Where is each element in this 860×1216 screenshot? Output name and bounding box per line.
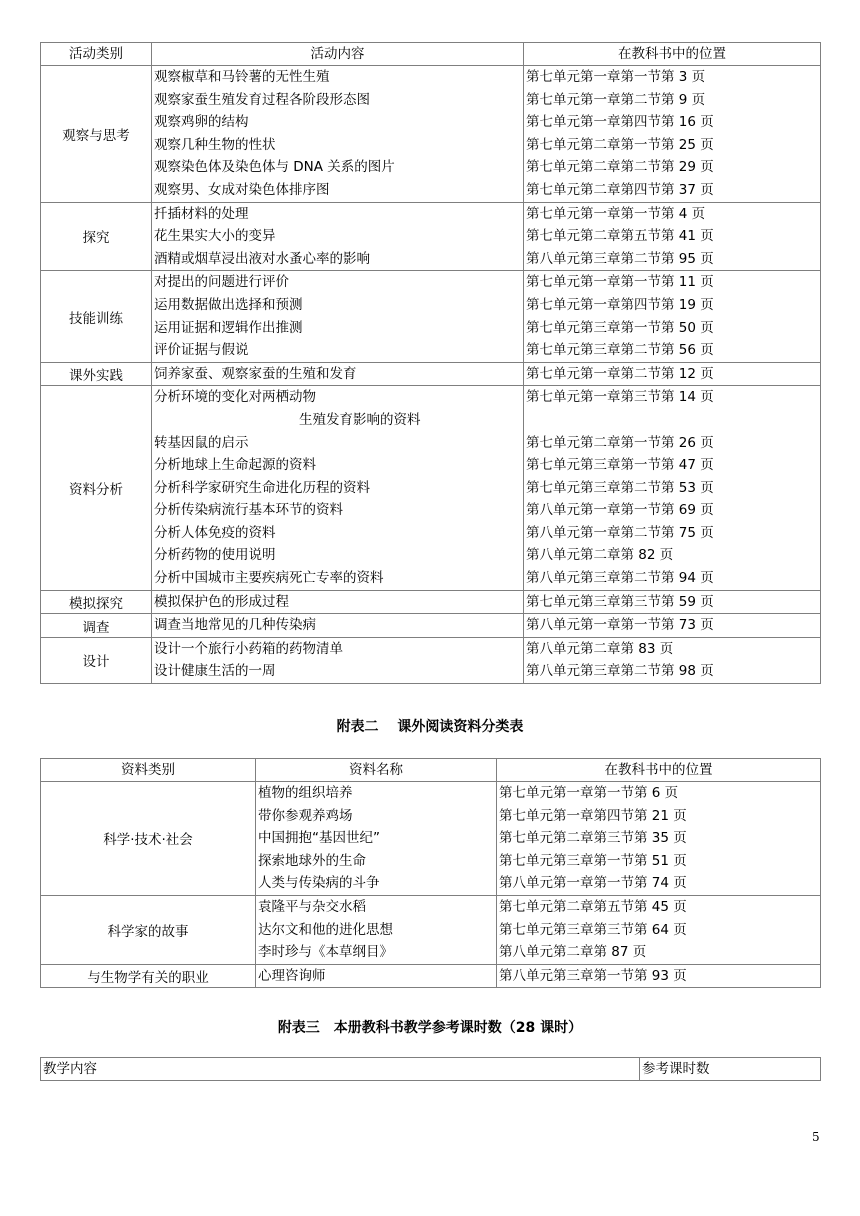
reading-material-table-body [41,782,821,988]
content-cell [152,614,524,638]
location-item: 第八单元第二章第 87 页 [499,944,647,961]
list-item: 花生果实大小的变异 [154,228,276,245]
list-item: 观察几种生物的性状 [154,136,276,153]
table-row [41,362,821,386]
list-item: 模拟保护色的形成过程 [154,593,289,610]
category-cell: 资料分析 [41,386,152,590]
category-cell: 课外实践 [41,362,152,386]
location-item: 第七单元第三章第一节第 51 页 [499,852,687,869]
header-textbook-location: 在教科书中的位置 [497,759,821,782]
location-cell [524,637,821,683]
list-item: 分析环境的变化对两栖动物 [154,389,316,406]
location-item: 第七单元第一章第四节第 19 页 [526,296,714,313]
location-item: 第八单元第三章第一节第 93 页 [499,967,687,984]
category-cell: 设计 [41,637,152,683]
list-item: 设计健康生活的一周 [154,663,276,680]
table-row [41,895,821,964]
location-cell [497,782,821,896]
list-item: 中国拥抱“基因世纪” [258,830,380,847]
table-row [41,782,821,896]
header-activity-category: 活动类别 [41,43,152,66]
category-cell: 科学家的故事 [41,895,256,964]
list-item: 植物的组织培养 [258,785,353,801]
location-item: 第八单元第三章第二节第 98 页 [526,663,714,680]
list-item: 李时珍与《本草纲目》 [258,944,393,961]
location-item: 第七单元第一章第二节第 12 页 [526,365,714,382]
header-teaching-content: 教学内容 [41,1058,640,1081]
location-item: 第七单元第二章第一节第 25 页 [526,136,714,153]
list-item: 观察男、女成对染色体排序图 [154,181,330,198]
location-item: 第八单元第一章第一节第 73 页 [526,617,714,634]
list-item: 心理咨询师 [258,967,326,984]
content-cell [152,386,524,590]
category-cell: 模拟探究 [41,590,152,614]
list-item: 对提出的问题进行评价 [154,274,289,291]
location-cell [524,590,821,614]
table-row [41,202,821,271]
category-cell: 科学·技术·社会 [41,782,256,896]
list-item: 酒精或烟草浸出液对水蚤心率的影响 [154,250,370,267]
list-item: 袁隆平与杂交水稻 [258,898,366,915]
location-cell [524,202,821,271]
list-item: 分析药物的使用说明 [154,547,276,564]
content-cell [256,964,497,988]
location-item: 第七单元第一章第四节第 16 页 [526,114,714,131]
location-item: 第七单元第三章第一节第 50 页 [526,319,714,336]
location-item: 第七单元第二章第四节第 37 页 [526,181,714,198]
location-cell [524,614,821,638]
list-item: 生殖发育影响的资料 [299,411,421,428]
list-item: 分析科学家研究生命进化历程的资料 [154,479,370,496]
reading-material-table [40,758,821,988]
location-item: 第七单元第三章第二节第 53 页 [526,479,714,496]
location-item: 第八单元第一章第二节第 75 页 [526,524,714,541]
list-item: 人类与传染病的斗争 [258,875,380,892]
page-number: 5 [812,1130,820,1144]
location-item [526,409,818,432]
category-cell: 探究 [41,202,152,271]
list-item: 转基因鼠的启示 [154,434,249,451]
location-item: 第七单元第三章第三节第 59 页 [526,593,714,610]
caption-table-3: 附表三 本册教科书教学参考课时数（28 课时） [277,1020,583,1036]
header-reference-hours: 参考课时数 [640,1058,821,1081]
table-row [41,386,821,590]
list-item: 探索地球外的生命 [258,852,366,869]
activity-table [40,42,821,684]
list-item: 设计一个旅行小药箱的药物清单 [154,640,343,657]
table-row [41,66,821,203]
location-item: 第七单元第二章第三节第 35 页 [499,830,687,847]
list-item: 调查当地常见的几种传染病 [154,617,316,634]
table-row [41,964,821,988]
location-cell [524,271,821,362]
location-item: 第八单元第一章第一节第 69 页 [526,502,714,519]
category-cell: 与生物学有关的职业 [41,964,256,988]
table-row [41,637,821,683]
content-cell [256,782,497,896]
category-cell: 调查 [41,614,152,638]
header-material-category: 资料类别 [41,759,256,782]
table-row [41,614,821,638]
location-item: 第八单元第二章第 83 页 [526,640,674,657]
header-activity-content: 活动内容 [152,43,524,66]
location-item: 第七单元第一章第一节第 3 页 [526,69,706,85]
location-cell [524,386,821,590]
list-item: 观察椒草和马铃薯的无性生殖 [154,69,330,85]
caption-table-2: 附表二 课外阅读资料分类表 [336,719,524,735]
location-item: 第七单元第一章第四节第 21 页 [499,807,687,824]
location-item: 第七单元第一章第一节第 11 页 [526,274,714,291]
content-cell [152,590,524,614]
location-item: 第七单元第一章第一节第 6 页 [499,785,679,801]
list-item: 分析地球上生命起源的资料 [154,457,316,474]
content-cell [152,66,524,203]
location-item: 第八单元第二章第 82 页 [526,547,674,564]
location-item: 第七单元第二章第二节第 29 页 [526,159,714,176]
location-cell [524,362,821,386]
list-item: 分析传染病流行基本环节的资料 [154,502,343,519]
location-item: 第八单元第三章第二节第 94 页 [526,570,714,587]
list-item: 扦插材料的处理 [154,205,249,222]
location-item: 第七单元第一章第一节第 4 页 [526,205,706,222]
list-item: 饲养家蚕、观察家蚕的生殖和发育 [154,365,357,382]
list-item: 达尔文和他的进化思想 [258,921,393,938]
location-item: 第七单元第三章第一节第 47 页 [526,457,714,474]
list-item: 带你参观养鸡场 [258,807,353,824]
content-cell [152,202,524,271]
table-row [41,590,821,614]
list-item: 分析人体免疫的资料 [154,524,276,541]
location-cell [524,66,821,203]
location-item: 第七单元第二章第五节第 41 页 [526,228,714,245]
list-item: 分析中国城市主要疾病死亡专率的资料 [154,570,384,587]
location-cell [497,964,821,988]
content-cell [152,362,524,386]
list-item: 观察鸡卵的结构 [154,114,249,131]
location-item: 第八单元第三章第二节第 95 页 [526,250,714,267]
header-material-name: 资料名称 [256,759,497,782]
header-textbook-location: 在教科书中的位置 [524,43,821,66]
location-item: 第七单元第一章第二节第 9 页 [526,91,706,108]
list-item: 评价证据与假说 [154,342,249,359]
category-cell: 观察与思考 [41,66,152,203]
content-cell [256,895,497,964]
category-cell: 技能训练 [41,271,152,362]
content-cell [152,637,524,683]
location-item: 第七单元第三章第三节第 64 页 [499,921,687,938]
lesson-hours-table [40,1057,821,1081]
location-cell [497,895,821,964]
table-row [41,271,821,362]
list-item: 观察染色体及染色体与 DNA 关系的图片 [154,159,395,176]
location-item: 第七单元第三章第二节第 56 页 [526,342,714,359]
content-cell [152,271,524,362]
location-item: 第七单元第二章第五节第 45 页 [499,898,687,915]
list-item: 观察家蚕生殖发育过程各阶段形态图 [154,91,370,108]
list-item: 运用证据和逻辑作出推测 [154,319,303,336]
activity-table-body [41,66,821,684]
location-item: 第八单元第一章第一节第 74 页 [499,875,687,892]
list-item: 运用数据做出选择和预测 [154,296,303,313]
location-item: 第七单元第二章第一节第 26 页 [526,434,714,451]
location-item: 第七单元第一章第三节第 14 页 [526,389,714,406]
